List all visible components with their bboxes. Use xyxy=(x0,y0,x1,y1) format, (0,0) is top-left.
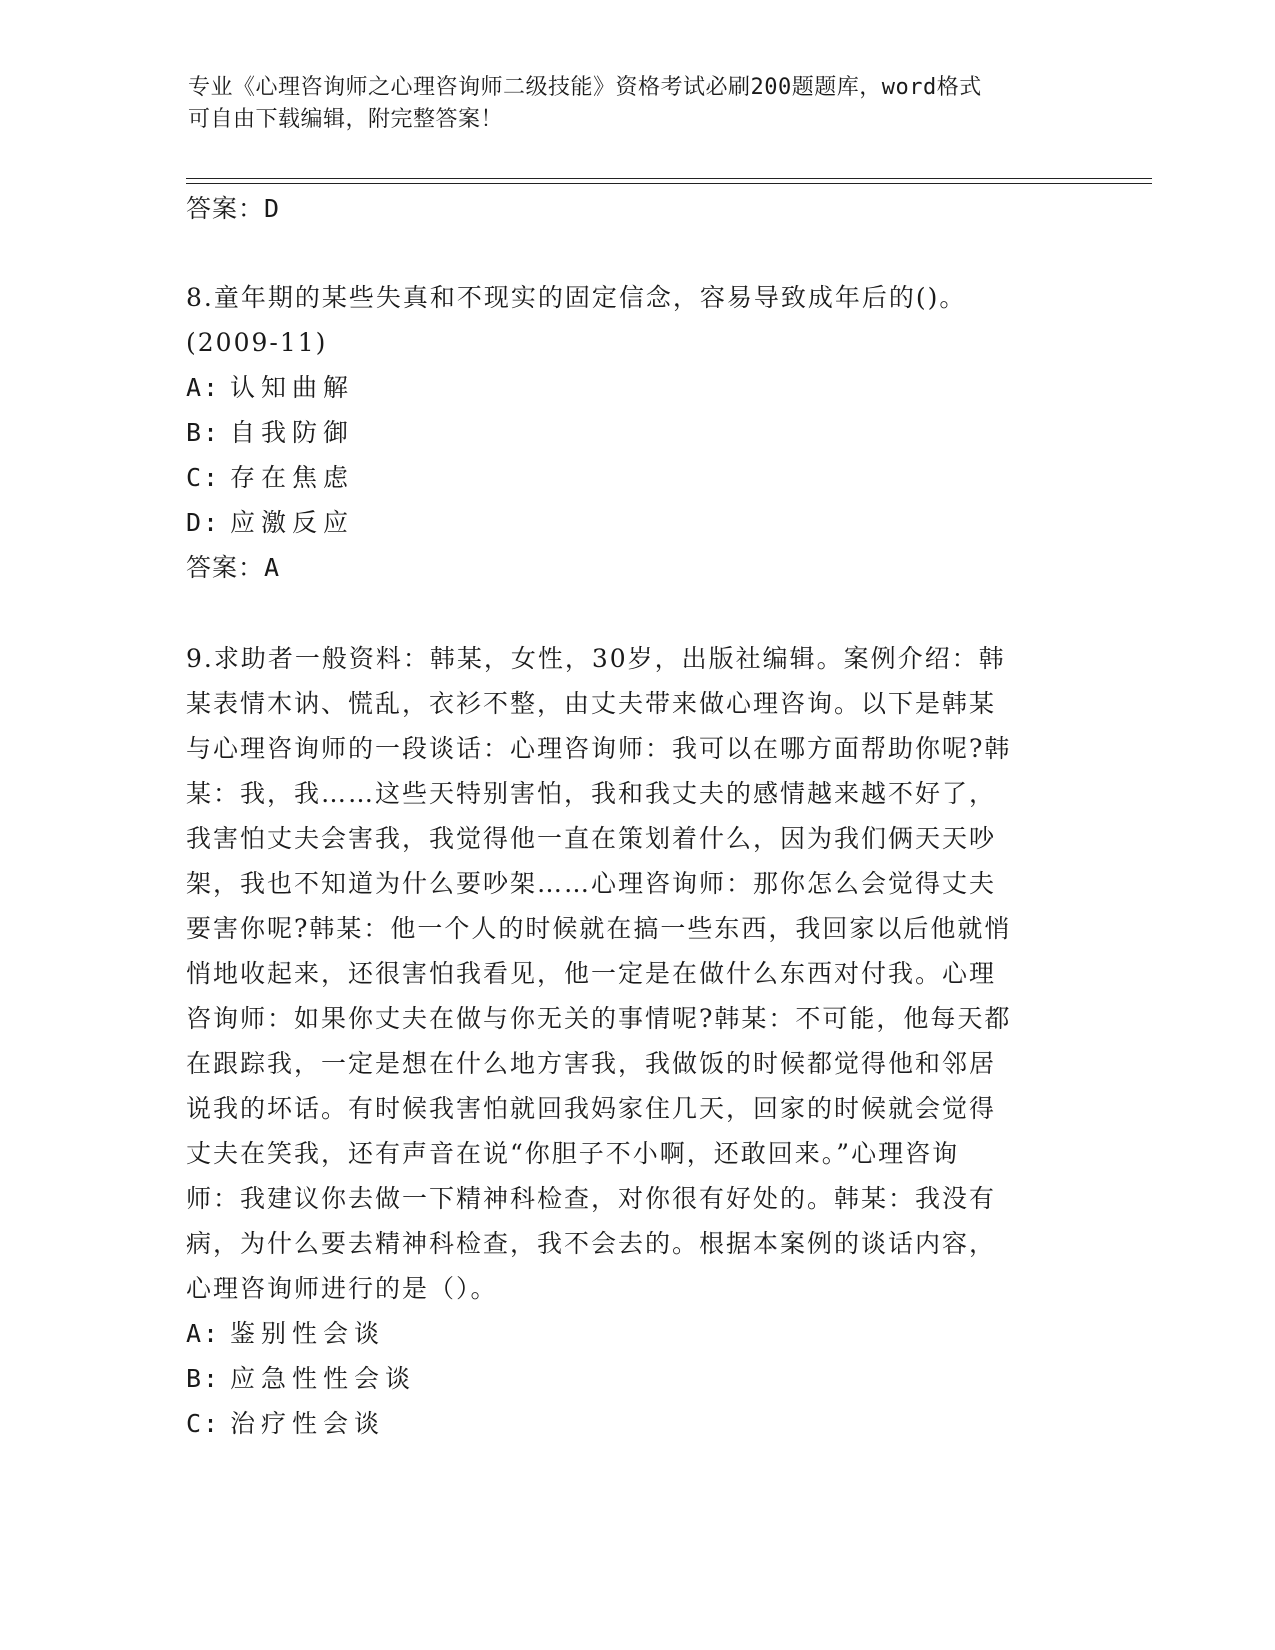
document-body xyxy=(186,186,1086,1446)
question-text-line: 悄地收起来，还很害怕我看见，他一定是在做什么东西对付我。心理 xyxy=(186,959,997,988)
question-text-line: 某表情木讷、慌乱，衣衫不整，由丈夫带来做心理咨询。以下是韩某 xyxy=(186,689,997,718)
header-rule-top xyxy=(186,178,1152,179)
header-line-2: 可自由下载编辑，附完整答案！ xyxy=(188,107,504,132)
answer-value: D xyxy=(264,194,281,223)
option-text: 存在焦虑 xyxy=(230,463,355,492)
option-b xyxy=(186,1356,1086,1401)
question-text-line: 某：我，我……这些天特别害怕，我和我丈夫的感情越来越不好了， xyxy=(186,779,997,808)
question-text-line: 与心理咨询师的一段谈话：心理咨询师：我可以在哪方面帮助你呢?韩 xyxy=(186,734,1012,763)
question-text-line: 9.求助者一般资料：韩某，女性，30岁，出版社编辑。案例介绍：韩 xyxy=(186,644,1006,673)
option-c xyxy=(186,1401,1086,1446)
answer-label: 答案： xyxy=(186,553,265,582)
header-line-1: 专业《心理咨询师之心理咨询师二级技能》资格考试必刷200题题库，word格式 xyxy=(188,75,982,100)
header-rule-bottom xyxy=(186,183,1152,184)
question-8 xyxy=(186,275,1086,590)
option-text: 应激反应 xyxy=(230,508,355,537)
option-a xyxy=(186,1311,1086,1356)
option-text: 自我防御 xyxy=(230,418,355,447)
option-key: C: xyxy=(186,463,221,492)
question-text-line: (2009-11) xyxy=(186,328,328,357)
option-key: D: xyxy=(186,508,221,537)
answer-label: 答案： xyxy=(186,194,265,223)
option-text: 认知曲解 xyxy=(230,373,355,402)
answer-line xyxy=(186,545,1086,590)
question-text-line: 心理咨询师进行的是（）。 xyxy=(186,1274,498,1303)
question-text-line: 架，我也不知道为什么要吵架……心理咨询师：那你怎么会觉得丈夫 xyxy=(186,869,997,898)
option-key: A: xyxy=(186,1319,221,1348)
question-text-line: 师：我建议你去做一下精神科检查，对你很有好处的。韩某：我没有 xyxy=(186,1184,997,1213)
option-text: 治疗性会谈 xyxy=(230,1409,386,1438)
option-key: C: xyxy=(186,1409,221,1438)
option-text: 鉴别性会谈 xyxy=(230,1319,386,1348)
answer-line xyxy=(186,186,1086,231)
option-key: A: xyxy=(186,373,221,402)
question-text-line: 8.童年期的某些失真和不现实的固定信念，容易导致成年后的()。 xyxy=(186,283,967,312)
option-b xyxy=(186,410,1086,455)
question-text-line: 丈夫在笑我，还有声音在说“你胆子不小啊，还敢回来。”心理咨询 xyxy=(186,1139,960,1168)
option-key: B: xyxy=(186,1364,221,1393)
option-a xyxy=(186,365,1086,410)
answer-value: A xyxy=(264,553,281,582)
question-text-line: 说我的坏话。有时候我害怕就回我妈家住几天，回家的时候就会觉得 xyxy=(186,1094,997,1123)
question-text-line: 咨询师：如果你丈夫在做与你无关的事情呢?韩某：不可能，他每天都 xyxy=(186,1004,1012,1033)
option-text: 应急性性会谈 xyxy=(230,1364,417,1393)
page-header xyxy=(188,72,1068,136)
option-key: B: xyxy=(186,418,221,447)
option-d xyxy=(186,500,1086,545)
question-text-line: 在跟踪我，一定是想在什么地方害我，我做饭的时候都觉得他和邻居 xyxy=(186,1049,997,1078)
question-text-line: 病，为什么要去精神科检查，我不会去的。根据本案例的谈话内容， xyxy=(186,1229,997,1258)
option-c xyxy=(186,455,1086,500)
question-text-line: 我害怕丈夫会害我，我觉得他一直在策划着什么，因为我们俩天天吵 xyxy=(186,824,997,853)
question-9 xyxy=(186,636,1086,1446)
question-text-line: 要害你呢?韩某：他一个人的时候就在搞一些东西，我回家以后他就悄 xyxy=(186,914,1012,943)
